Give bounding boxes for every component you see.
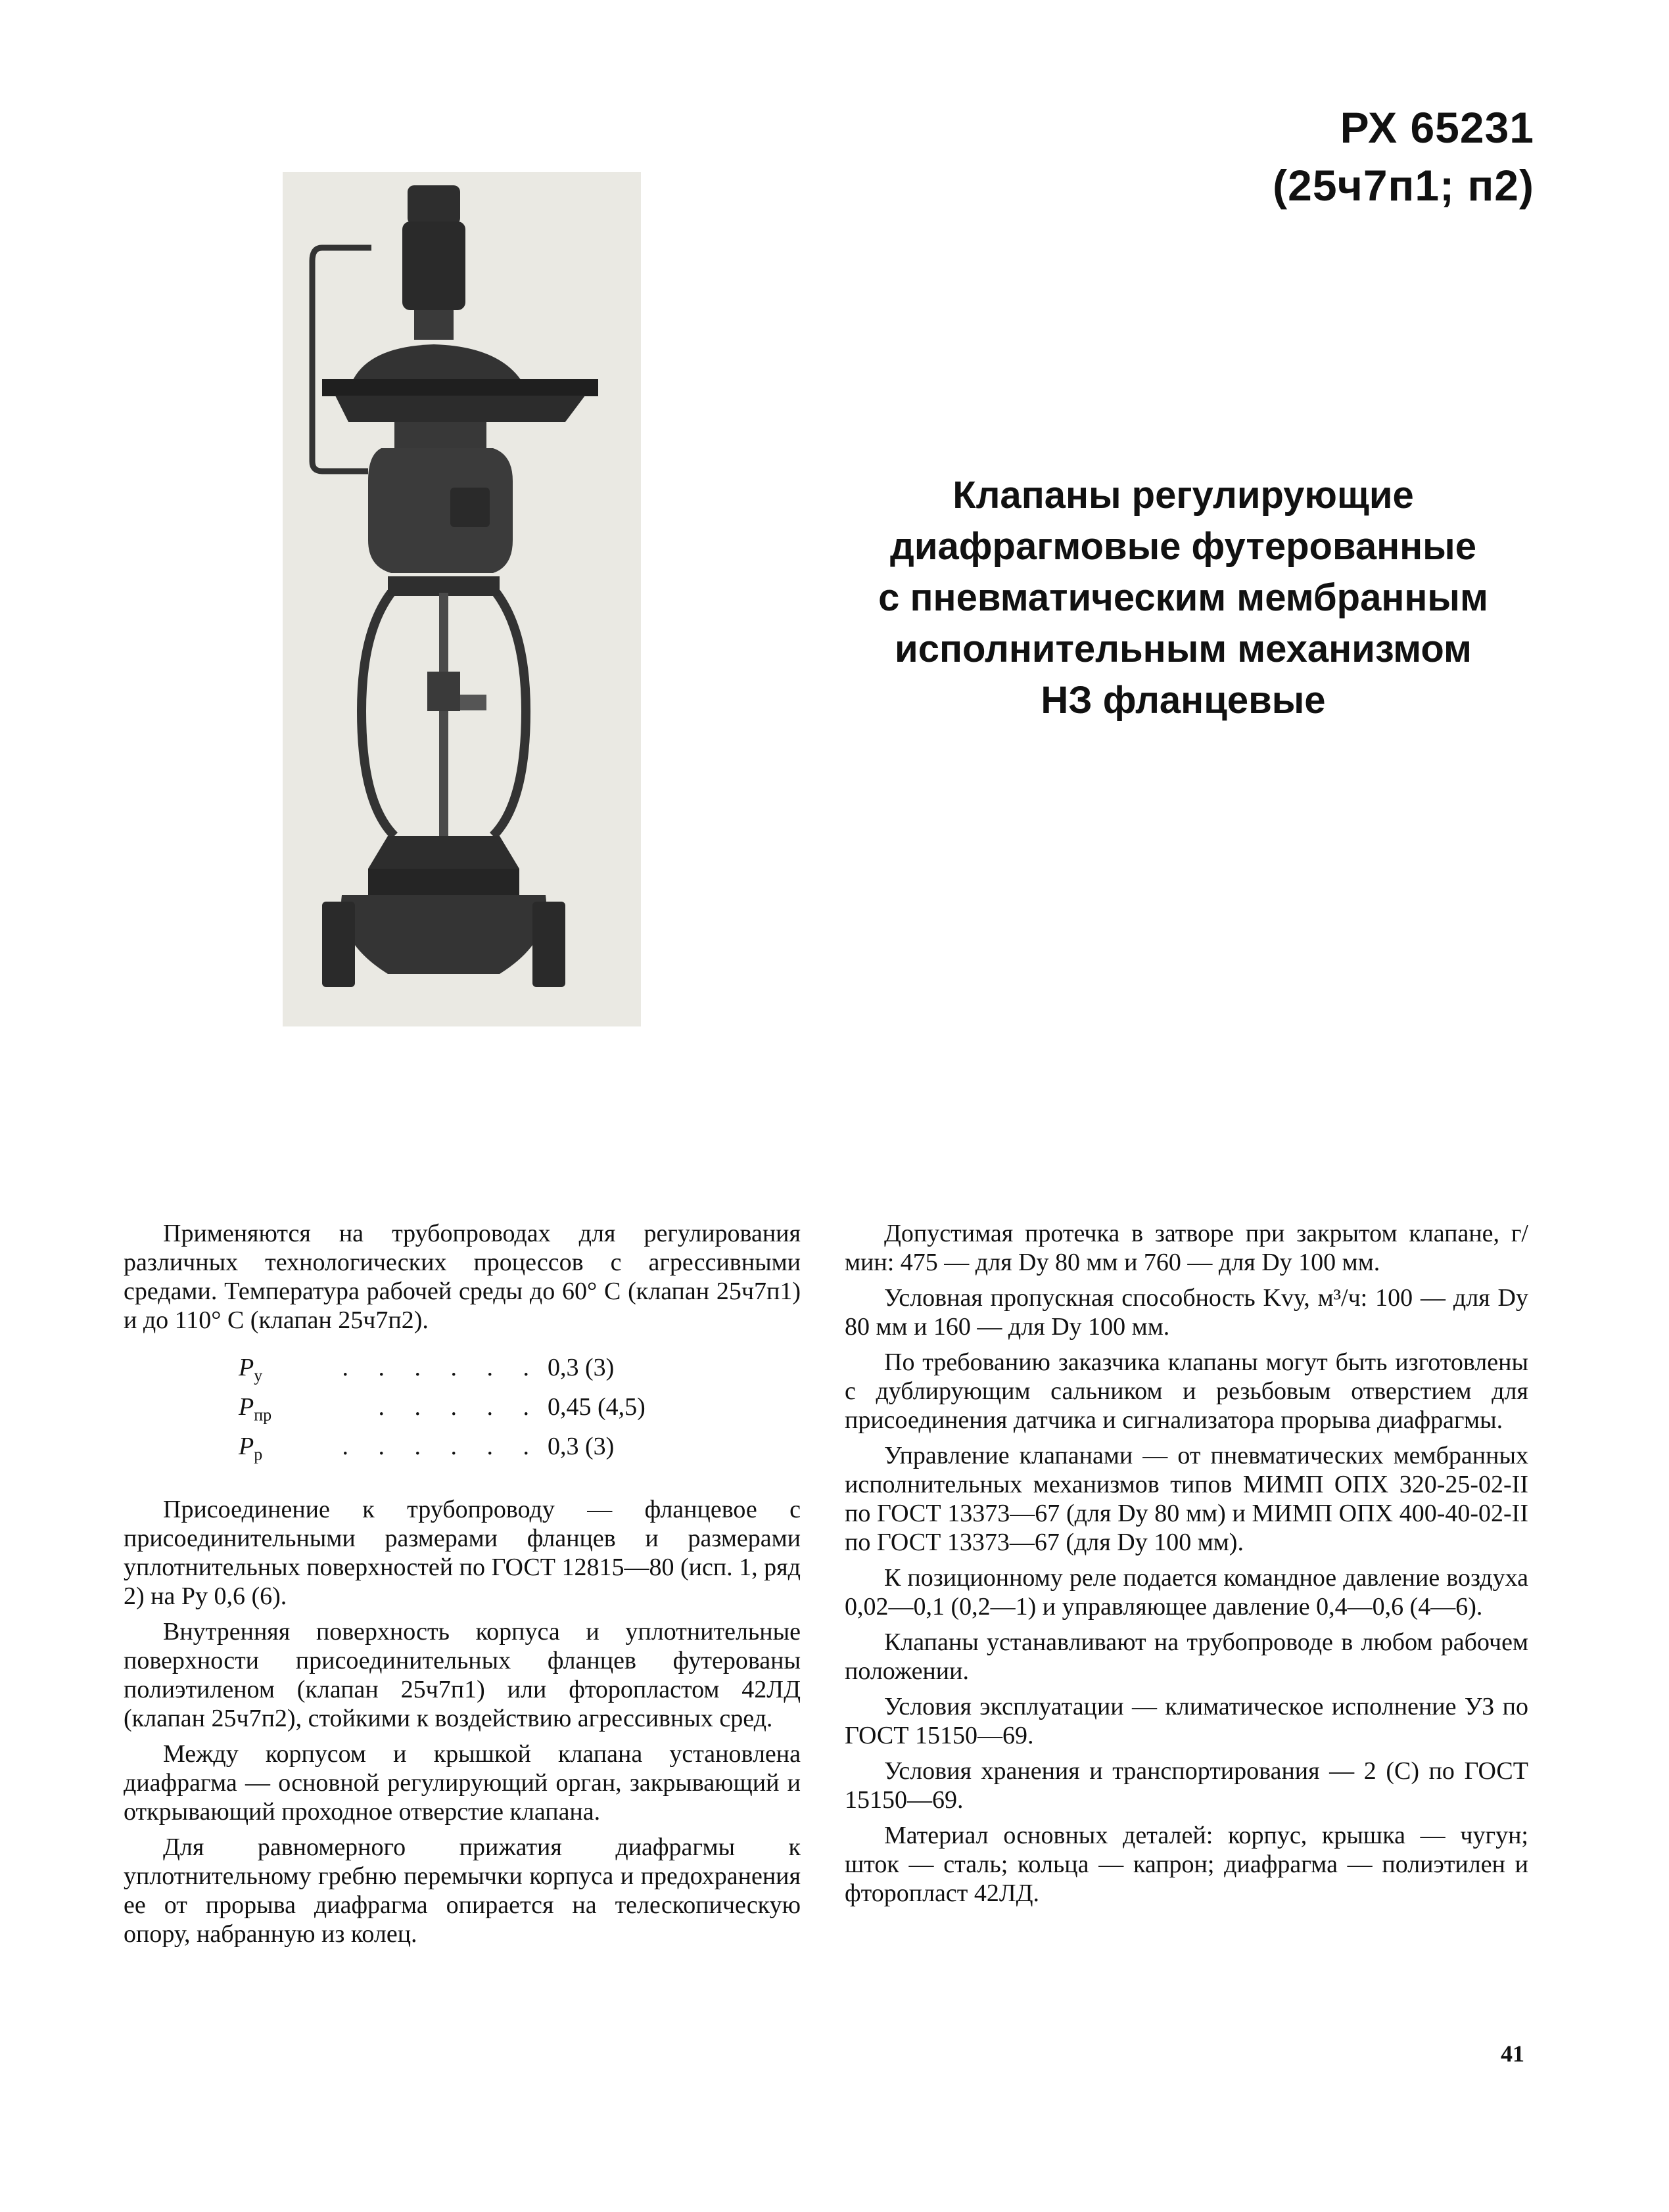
capacity-paragraph: Условная пропускная способность Kvу, м³/ч: 100 — для Dу 80 мм и 160 — для Dу 100 мм. — [845, 1284, 1528, 1341]
options-paragraph: По требованию заказчика клапаны могут быть изготовлены с дублирующим сальником и резьбовым отверстием для присоединения датчика и сигнализатора прорыва диафрагмы. — [845, 1348, 1528, 1434]
right-column — [845, 1219, 1528, 1914]
diaphragm-paragraph: Между корпусом и крышкой клапана установлена диафрагма — основной регулирующий орган, закрывающий и открывающий проходное отверстие клапана. — [124, 1740, 801, 1826]
code-line-2: (25ч7п1; п2) — [1273, 161, 1534, 210]
param-row — [239, 1393, 659, 1432]
storage-paragraph: Условия хранения и транспортирования — 2 (С) по ГОСТ 15150—69. — [845, 1757, 1528, 1814]
param-value: 0,45 (4,5) — [548, 1393, 646, 1421]
left-column — [124, 1219, 801, 1955]
param-dots: . . . . . . — [342, 1354, 541, 1381]
param-dots: . . . . . . — [342, 1433, 541, 1460]
title-line-3: с пневматическим мембранным — [878, 576, 1488, 619]
materials-paragraph: Материал основных деталей: корпус, крышка — чугун; шток — сталь; кольца — капрон; диафрагма — полиэтилен и фторопласт 42ЛД. — [845, 1822, 1528, 1907]
title-line-2: диафрагмовые футерованные — [890, 525, 1476, 568]
param-label: $P_р$ — [239, 1433, 263, 1464]
title-line-1: Клапаны регулирующие — [952, 474, 1414, 517]
title-line-5: НЗ фланцевые — [1041, 679, 1326, 722]
control-paragraph: Управление клапанами — от пневматических мембранных исполнительных механизмов типов МИМП ОПХ 320-25-02-II по ГОСТ 13373—67 (для Dу 80 мм) и МИМП ОПХ 400-40-02-II по ГОСТ 13373—67 (для Dу 100 мм). — [845, 1442, 1528, 1556]
operation-paragraph: Условия эксплуатации — климатическое исполнение УЗ по ГОСТ 15150—69. — [845, 1693, 1528, 1749]
intro-paragraph: Применяются на трубопроводах для регулирования различных технологических процессов с агрессивными средами. Температура рабочей среды до 60° С (клапан 25ч7п1) и до 110° С (клапан 25ч7п2). — [124, 1220, 801, 1334]
param-row — [239, 1353, 659, 1393]
param-row — [239, 1432, 659, 1471]
code-line-1: РХ 65231 — [1340, 103, 1534, 152]
document-title — [815, 470, 1551, 726]
leakage-paragraph: Допустимая протечка в затворе при закрытом клапане, г/мин: 475 — для Dу 80 мм и 760 — для Dу 100 мм. — [845, 1220, 1528, 1276]
param-dots: . . . . . — [378, 1393, 541, 1421]
valve-photo — [283, 172, 641, 1026]
param-value: 0,3 (3) — [548, 1433, 615, 1460]
installation-paragraph: Клапаны устанавливают на трубопроводе в любом рабочем положении. — [845, 1628, 1528, 1685]
param-label: $P_у$ — [239, 1354, 263, 1385]
connection-paragraph: Присоединение к трубопроводу — фланцевое с присоединительными размерами фланцев и размерами уплотнительных поверхностей по ГОСТ 12815—80 (исп. 1, ряд 2) на Pу 0,6 (6). — [124, 1496, 801, 1610]
title-line-4: исполнительным механизмом — [895, 628, 1472, 670]
support-paragraph: Для равномерного прижатия диафрагмы к уплотнительному гребню перемычки корпуса и предохранения ее от прорыва диафрагма опирается на телескопическую опору, набранную из колец. — [124, 1833, 801, 1948]
page-number: 41 — [1501, 2040, 1524, 2067]
lining-paragraph: Внутренняя поверхность корпуса и уплотнительные поверхности присоединительных фланцев футерованы полиэтиленом (клапан 25ч7п1) или фторопластом 42ЛД (клапан 25ч7п2), стойкими к воздействию агрессивных сред. — [124, 1618, 801, 1732]
relay-paragraph: К позиционному реле подается командное давление воздуха 0,02—0,1 (0,2—1) и управляющее давление 0,4—0,6 (4—6). — [845, 1564, 1528, 1621]
param-label: $P_{пр}$ — [239, 1393, 272, 1425]
document-code — [1273, 99, 1534, 214]
pressure-params — [239, 1353, 659, 1471]
param-value: 0,3 (3) — [548, 1354, 615, 1381]
